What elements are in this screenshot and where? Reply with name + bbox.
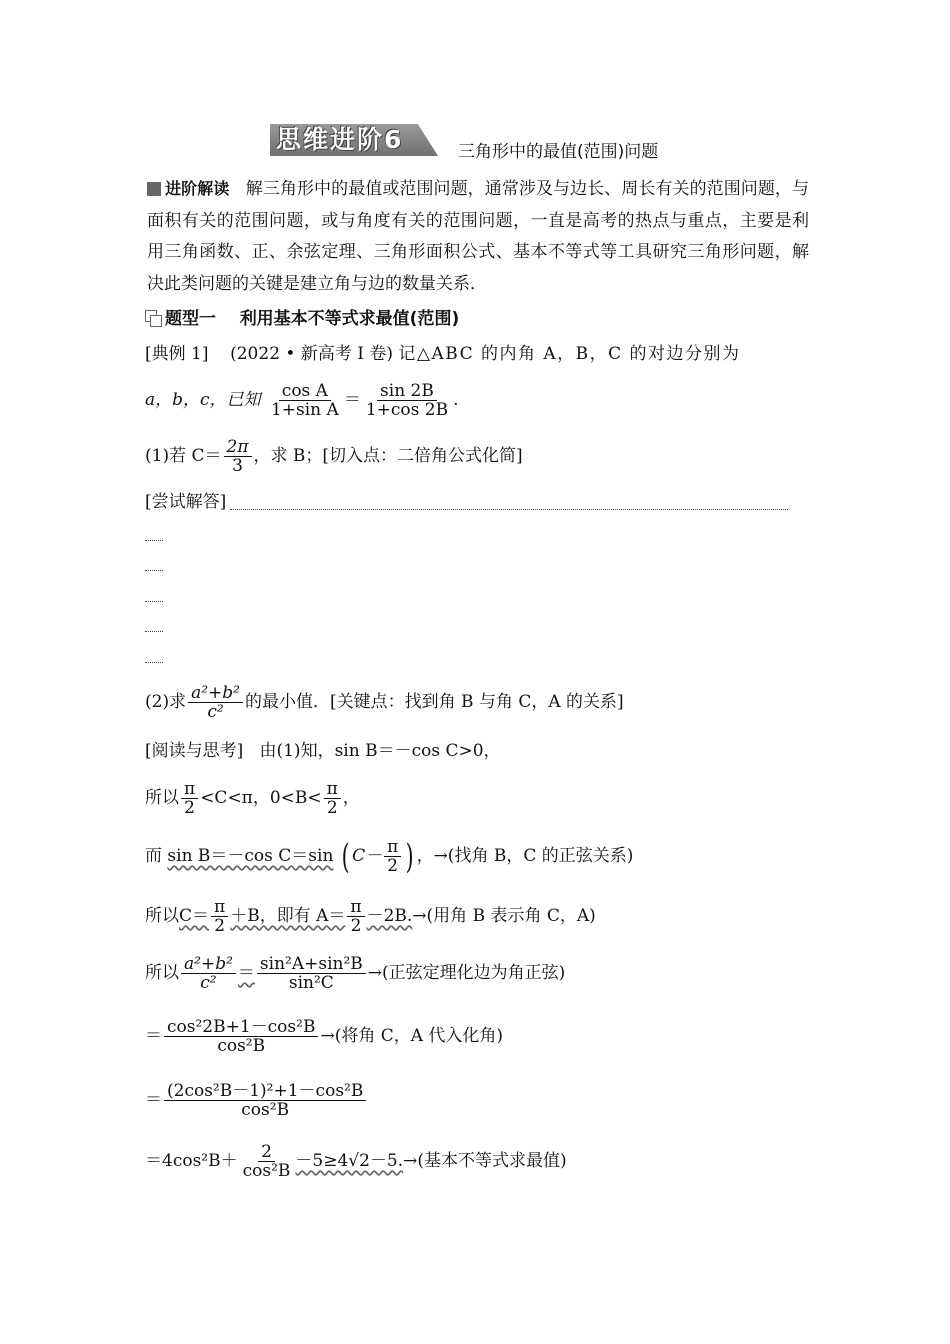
- q2-fraction: $\frac{\text{a²+b²}}{\text{c²}}$: [188, 684, 243, 721]
- intro-text: 解三角形中的最值或范围问题，通常涉及与边长、周长有关的范围问题，与面积有关的范围问题，或与角度有关的范围问题，一直是高考的热点与重点，主要是利用三角函数、正、余弦定理、三角形面积公式、基本不等式等工具研究三角形问题，解决此类问题的关键是建立角与边的数量关系．: [147, 179, 809, 294]
- try-answer-label: [尝试解答]: [145, 492, 227, 512]
- page-title: 三角形中的最值(范围)问题: [458, 142, 659, 162]
- solution-line-6: ＝ $\frac{\text{cos²2B+1－cos²B}}{\text{cos²B}}$ →(将角 C，A 代入化角): [145, 1017, 504, 1056]
- answer-line: [230, 509, 788, 510]
- intro-tag: 进阶解读: [147, 179, 229, 198]
- solution-line-3: 而 sin B＝－cos C＝sin ( C－ $\frac{\pi}{2}$ ) ，→(找角 B，C 的正弦关系): [145, 836, 634, 877]
- question-2: (2)求 $\frac{\text{a²+b²}}{\text{c²}}$ 的最小值．[关键点：找到角 B 与角 C，A 的关系]: [145, 683, 624, 722]
- solution-line-4: 所以C＝ $\frac{\pi}{2}$ ＋B，即有 A＝ $\frac{\pi}{2}$ －2B.→(用角 B 表示角 C，A): [145, 897, 596, 936]
- solution-line-8: ＝4cos²B＋ $\frac{2}{\text{cos²B}}$ －5≥4√2－5.→(基本不等式求最值): [145, 1142, 567, 1181]
- example-text-b: a，b，c，已知: [145, 390, 261, 410]
- banner-title: 思维进阶6: [276, 125, 404, 154]
- example-label: [典例 1]: [145, 344, 209, 364]
- stacked-squares-icon: [145, 310, 161, 326]
- answer-line: [145, 662, 163, 663]
- square-icon: [147, 182, 161, 196]
- solution-line-2: 所以 $\frac{\pi}{2}$ <C<π，0<B< $\frac{\pi}{2}$ ，: [145, 779, 360, 818]
- solution-line-5: 所以 $\frac{\text{a²+b²}}{\text{c²}}$ ＝ $\frac{\text{sin²A+sin²B}}{\text{sin²C}}$ →(正弦定理化边为角正弦): [145, 954, 566, 993]
- example-line-1: [145, 342, 807, 366]
- answer-line: [145, 570, 163, 571]
- example-text-a: 记△ABC 的内角 A，B，C 的对边分别为: [398, 344, 741, 364]
- example-source: (2022 • 新高考 Ⅰ 卷): [230, 344, 393, 364]
- q1-fraction: $\frac{2\pi}{3}$: [224, 438, 252, 475]
- answer-line: [145, 601, 163, 602]
- solution-label: [阅读与思考]: [145, 741, 244, 761]
- solution-line-1: [阅读与思考] 由(1)知，sin B＝－cos C>0，: [145, 741, 501, 761]
- solution-line-7: ＝ $\frac{\text{(2cos²B－1)²+1－cos²B}}{\text{cos²B}}$: [145, 1082, 368, 1119]
- eq-rhs-fraction: $\frac{\sin 2B}{1+\cos 2B}$: [365, 381, 449, 420]
- eq-lhs-fraction: $\frac{\text{cos A}}{\text{1+sin A}}$: [270, 381, 339, 420]
- intro-paragraph: [147, 173, 809, 300]
- answer-line: [145, 540, 163, 541]
- type-heading: 题型一 利用基本不等式求最值(范围): [145, 307, 459, 331]
- question-1: (1)若 C＝ $\frac{2\pi}{3}$ ，求 B；[切入点：二倍角公式化简]: [145, 437, 523, 476]
- answer-line: [145, 631, 163, 632]
- example-line-2: a，b，c，已知 $\frac{\text{cos A}}{\text{1+sin A}}$ ＝ $\frac{\sin 2B}{1+\cos 2B}$ .: [145, 381, 459, 420]
